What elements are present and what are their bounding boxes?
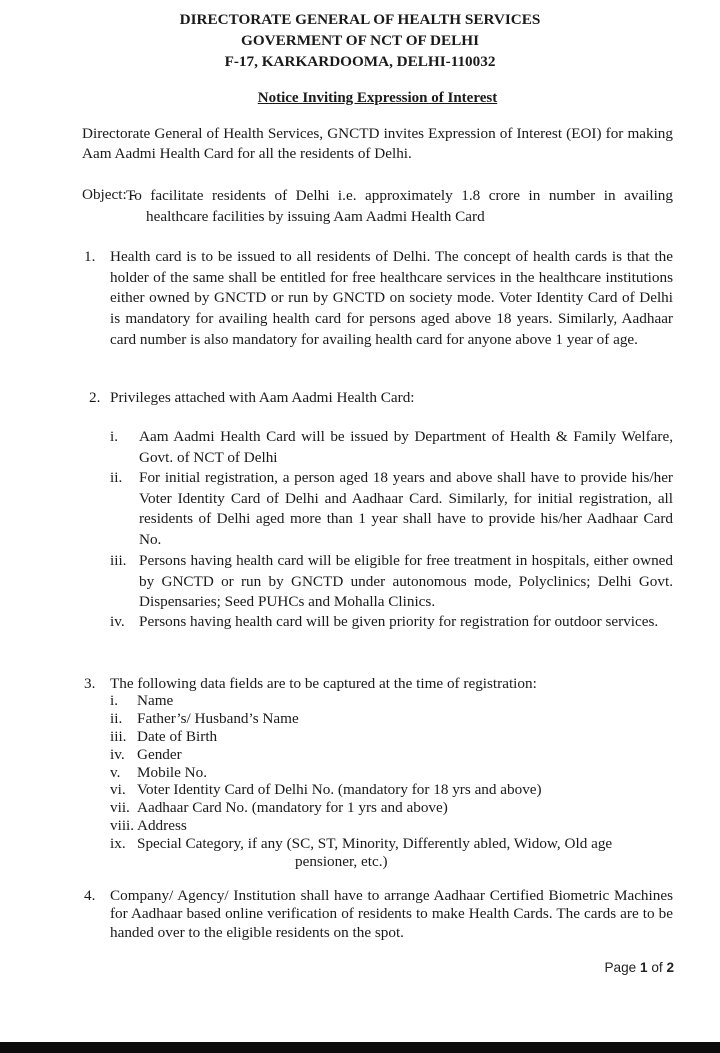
notice-title: Notice Inviting Expression of Interest: [257, 90, 498, 106]
section-3-item-text: Mobile No.: [137, 764, 208, 781]
section-2-item-num: iii.: [110, 552, 127, 569]
intro-paragraph: Directorate General of Health Services, GNCTD invites Expression of Interest (EOI) for making Aam Aadmi Health Card for all the residents of Delhi.: [82, 125, 673, 163]
section-3-item-text: Address: [137, 817, 187, 834]
section-2-number: 2.: [89, 389, 101, 406]
section-3-item-num: ii.: [110, 710, 123, 727]
section-2-item-num: i.: [110, 428, 119, 445]
section-3-item-num: vi.: [110, 781, 126, 798]
section-3-item-num: ix.: [110, 835, 126, 852]
section-2-heading: Privileges attached with Aam Aadmi Health Card:: [110, 389, 415, 406]
page-of: of: [651, 960, 663, 975]
page-total: 2: [666, 960, 674, 975]
section-3-item-num: vii.: [110, 799, 130, 816]
section-3-item-num: iv.: [110, 746, 125, 763]
section-3-item-text: Father’s/ Husband’s Name: [137, 710, 299, 727]
section-2-item-text: Aam Aadmi Health Card will be issued by Department of Health & Family Welfare, Govt. of NCT of Delhi: [139, 428, 673, 466]
section-3-item-text: Gender: [137, 746, 182, 763]
section-3-item-text: Name: [137, 692, 174, 709]
object-text: To facilitate residents of Delhi i.e. approximately 1.8 crore in number in availing healthcare facilities by issuing Aam Aadmi Health Card: [126, 187, 673, 225]
section-3-item-text: Date of Birth: [137, 728, 218, 745]
section-2-item-text: Persons having health card will be given priority for registration for outdoor services.: [139, 613, 659, 630]
page-current: 1: [639, 960, 648, 975]
section-2-item-num: ii.: [110, 469, 123, 486]
section-1-number: 1.: [84, 248, 96, 265]
section-3-item-text: Special Category, if any (SC, ST, Minority, Differently abled, Widow, Old age: [137, 835, 613, 852]
header-address: F-17, KARKARDOOMA, DELHI-110032: [224, 53, 496, 70]
header-government: GOVERMENT OF NCT OF DELHI: [241, 32, 479, 49]
section-2-item-num: iv.: [110, 613, 125, 630]
section-3-item-num: v.: [110, 764, 121, 781]
section-3-item-text: Aadhaar Card No. (mandatory for 1 yrs and above): [137, 799, 448, 816]
section-3-item-text: Voter Identity Card of Delhi No. (mandatory for 18 yrs and above): [137, 781, 542, 798]
bottom-edge-bar: [0, 1042, 720, 1053]
object-label: Object: -: [82, 186, 136, 203]
section-3-item-num: iii.: [110, 728, 127, 745]
page-word: Page: [604, 960, 637, 975]
section-2-item-text: For initial registration, a person aged 18 years and above shall have to provide his/her Voter Identity Card of Delhi and Aadhaar Card. Similarly, for initial registration, all residents of Delhi aged more than 1 year shall have to provide his/her Aadhaar Card No.: [139, 469, 673, 549]
section-3-heading: The following data fields are to be captured at the time of registration:: [110, 675, 537, 692]
section-3-item-continuation: pensioner, etc.): [295, 853, 388, 870]
header-directorate: DIRECTORATE GENERAL OF HEALTH SERVICES: [179, 11, 541, 28]
section-1-text: Health card is to be issued to all residents of Delhi. The concept of health cards is that the holder of the same shall be entitled for free healthcare services in the healthcare institutions either owned by GNCTD or run by GNCTD on society mode. Voter Identity Card of Delhi is mandatory for availing health card for persons aged above 18 years. Similarly, Aadhaar card number is also mandatory for availing health card for anyone above 1 year of age.: [110, 248, 673, 348]
section-2-item-text: Persons having health card will be eligible for free treatment in hospitals, either owned by GNCTD or run by GNCTD under autonomous mode, Polyclinics; Delhi Govt. Dispensaries; Seed PUHCs and Mohalla Clinics.: [139, 552, 673, 611]
page-number: [604, 960, 674, 975]
section-3-item-num: i.: [110, 692, 119, 709]
section-4-number: 4.: [84, 887, 96, 904]
section-3-number: 3.: [84, 675, 96, 692]
section-3-item-num: viii.: [110, 817, 135, 834]
section-4-text: Company/ Agency/ Institution shall have to arrange Aadhaar Certified Biometric Machines for Aadhaar based online verification of residents to make Health Cards. The cards are to be handed over to the eligible residents on the spot.: [110, 887, 673, 941]
